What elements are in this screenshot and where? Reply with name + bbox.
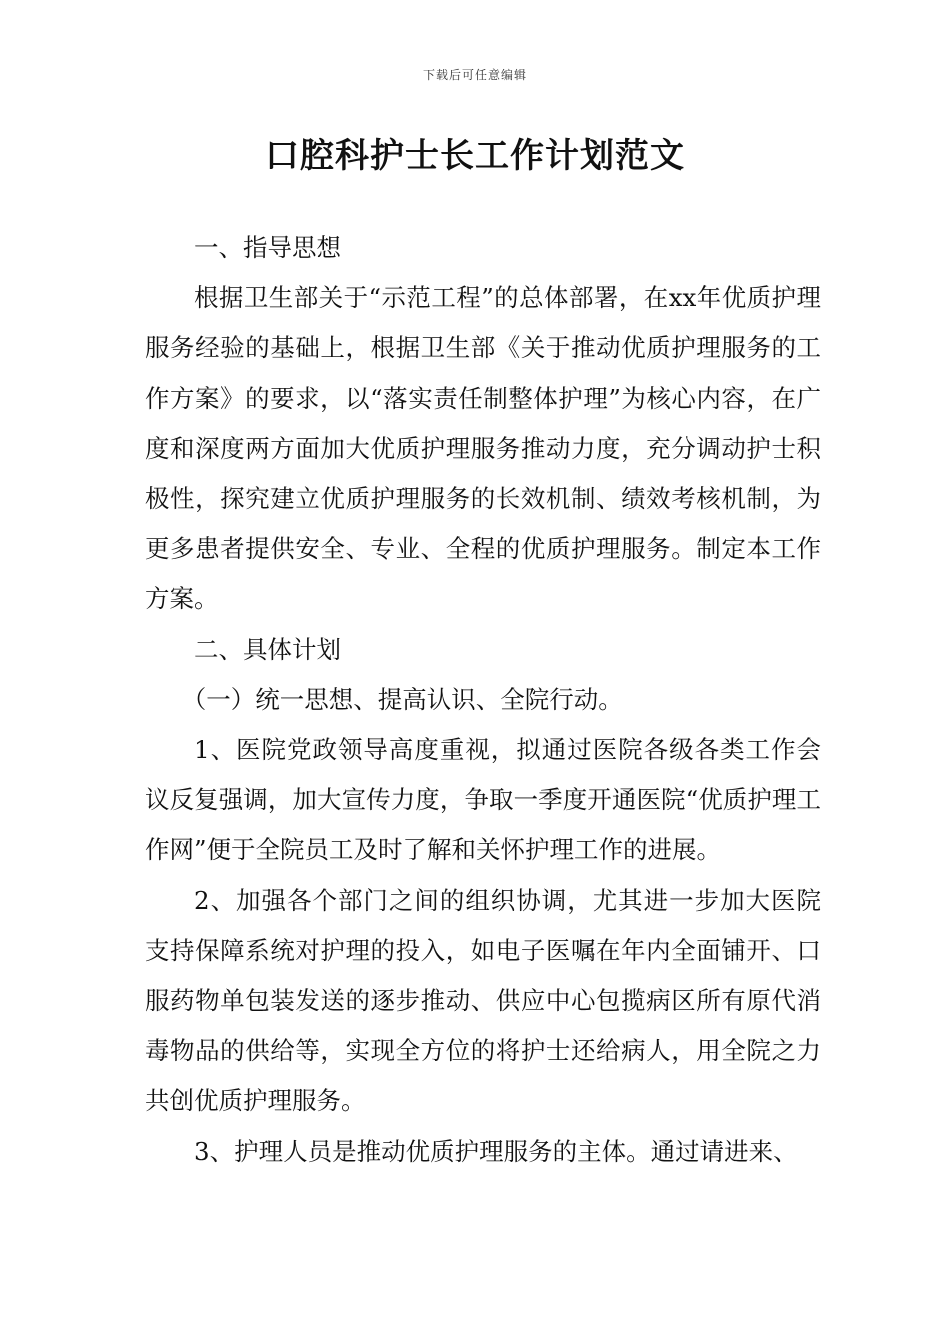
paragraph-guiding-thought: 根据卫生部关于“示范工程”的总体部署，在xx年优质护理服务经验的基础上，根据卫生部《关于推动优质护理服务的工作方案》的要求，以“落实责任制整体护理”为核心内容，在广度和深度两方面加大优质护理服务推动力度，充分调动护士积极性，探究建立优质护理服务的长效机制、绩效考核机制，为更多患者提供安全、专业、全程的优质护理服务。制定本工作方案。 (145, 283, 821, 614)
document-body (145, 223, 821, 1177)
subsection-heading-1: （一）统一思想、提高认识、全院行动。 (181, 684, 623, 714)
document-title: 口腔科护士长工作计划范文 (265, 136, 685, 176)
list-item-2: 2、加强各个部门之间的组织协调，尤其进一步加大医院支持保障系统对护理的投入，如电子医嘱在年内全面铺开、口服药物单包装发送的逐步推动、供应中心包揽病区所有原代消毒物品的供给等，实现全方位的将护士还给病人，用全院之力共创优质护理服务。 (145, 885, 821, 1116)
list-item-3: 3、护理人员是推动优质护理服务的主体。通过请进来、 (194, 1136, 798, 1166)
section-heading-2: 二、具体计划 (194, 634, 341, 664)
header-note: 下载后可任意编辑 (422, 68, 527, 82)
section-heading-1: 一、指导思想 (194, 233, 341, 262)
list-item-1: 1、医院党政领导高度重视，拟通过医院各级各类工作会议反复强调，加大宣传力度，争取一季度开通医院“优质护理工作网”便于全院员工及时了解和关怀护理工作的进展。 (145, 735, 821, 865)
